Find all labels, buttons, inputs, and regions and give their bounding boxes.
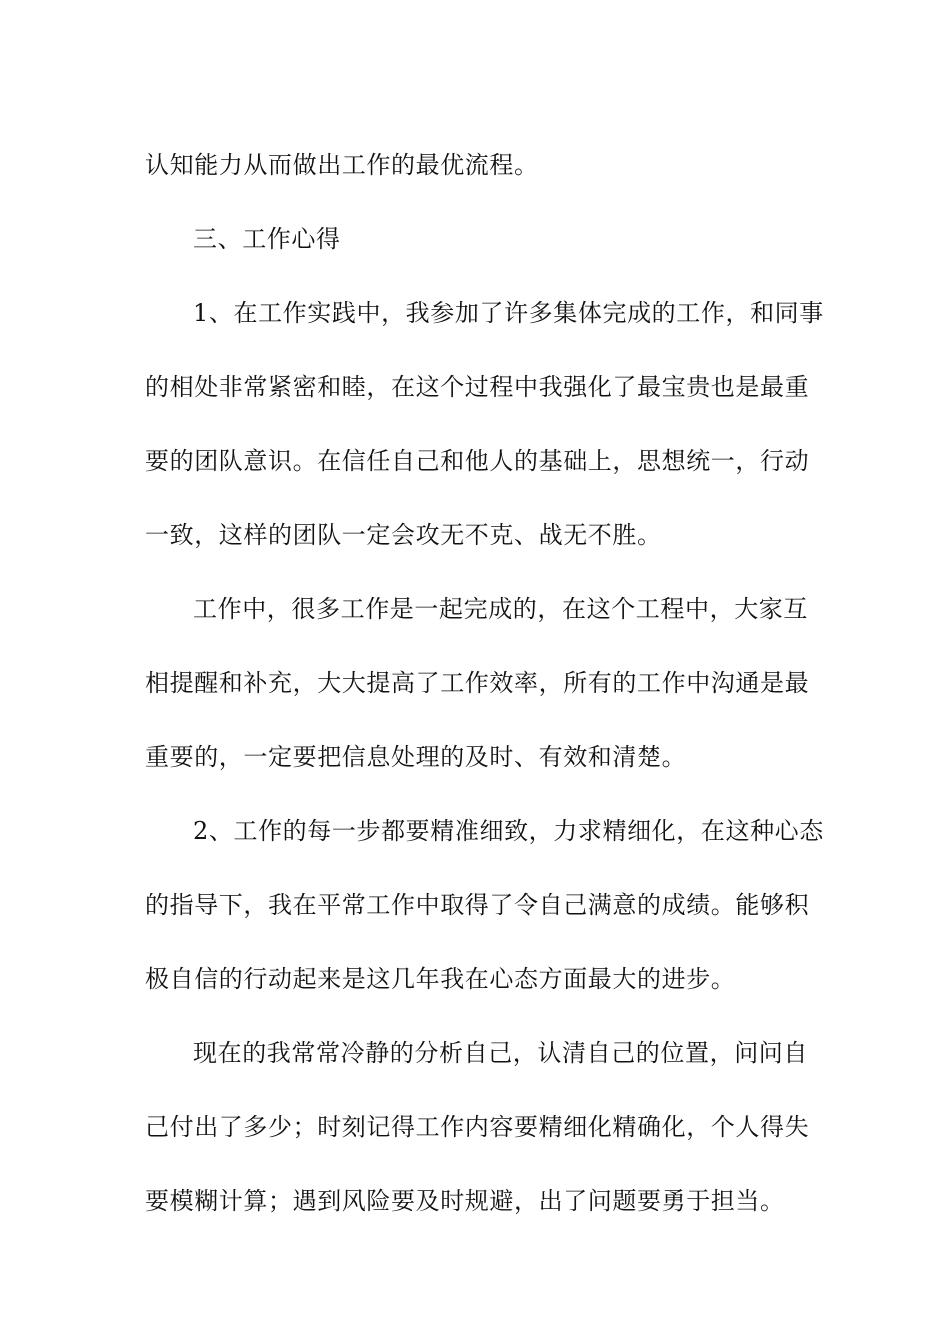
body-line: 己付出了多少；时刻记得工作内容要精细化精确化，个人得失 bbox=[145, 1113, 810, 1141]
body-line: 极自信的行动起来是这几年我在心态方面最大的进步。 bbox=[145, 965, 736, 993]
body-line: 工作中，很多工作是一起完成的，在这个工程中，大家互 bbox=[193, 595, 808, 623]
body-line: 的指导下，我在平常工作中取得了令自己满意的成绩。能够积 bbox=[145, 891, 810, 919]
body-line: 1、在工作实践中，我参加了许多集体完成的工作，和同事 bbox=[193, 299, 824, 327]
body-line: 要的团队意识。在信任自己和他人的基础上，思想统一，行动 bbox=[145, 447, 810, 475]
body-line: 现在的我常常冷静的分析自己，认清自己的位置，问问自 bbox=[193, 1039, 808, 1067]
body-line: 要模糊计算；遇到风险要及时规避，出了问题要勇于担当。 bbox=[145, 1187, 785, 1215]
body-line: 重要的，一定要把信息处理的及时、有效和清楚。 bbox=[145, 743, 687, 771]
document-body bbox=[145, 128, 824, 1238]
body-line: 一致，这样的团队一定会攻无不克、战无不胜。 bbox=[145, 521, 662, 549]
section-heading: 三、工作心得 bbox=[193, 225, 341, 253]
body-line: 的相处非常紧密和睦，在这个过程中我强化了最宝贵也是最重 bbox=[145, 373, 810, 401]
body-line: 认知能力从而做出工作的最优流程。 bbox=[145, 151, 539, 179]
body-line: 2、工作的每一步都要精准细致，力求精细化，在这种心态 bbox=[193, 817, 824, 845]
body-line: 相提醒和补充，大大提高了工作效率，所有的工作中沟通是最 bbox=[145, 669, 810, 697]
